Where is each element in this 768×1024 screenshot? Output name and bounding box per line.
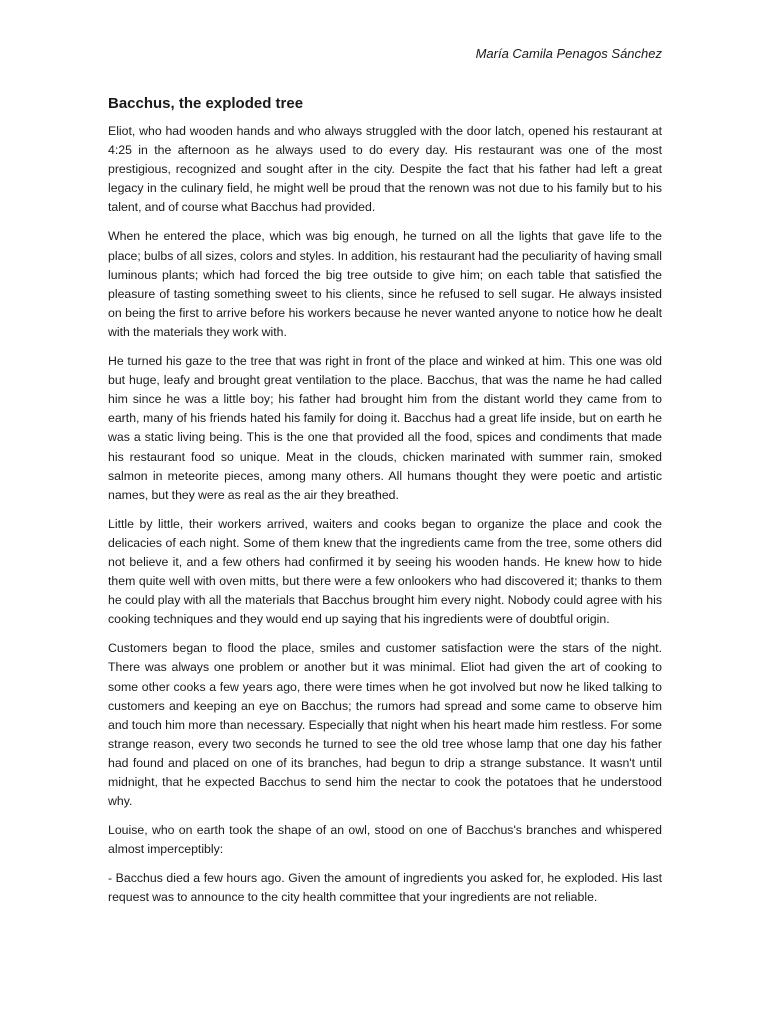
document-body [108, 122, 662, 918]
paragraph: - Bacchus died a few hours ago. Given the amount of ingredients you asked for, he exploded. His last request was to announce to the city health committee that your ingredients are not reliable. [108, 871, 662, 905]
paragraph: Eliot, who had wooden hands and who always struggled with the door latch, opened his restaurant at 4:25 in the afternoon as he always used to do every day. His restaurant was one of the most prestigious, recognized and sought after in the city. Despite the fact that his father had left a great legacy in the culinary field, he might well be proud that the renown was not due to his family but to his talent, and of course what Bacchus had provided. [108, 124, 662, 215]
paragraph: Little by little, their workers arrived, waiters and cooks began to organize the place and cook the delicacies of each night. Some of them knew that the ingredients came from the tree, some others did not believe it, and a few others had confirmed it by seeing his wooden hands. He knew how to hide them quite well with oven mitts, but there were a few onlookers who had discovered it; thanks to them he could play with all the materials that Bacchus brought him every night. Nobody could agree with his cooking techniques and they would end up saying that his ingredients were of doubtful origin. [108, 516, 662, 627]
paragraph: When he entered the place, which was big enough, he turned on all the lights that gave life to the place; bulbs of all sizes, colors and styles. In addition, his restaurant had the peculiarity of having small luminous plants; which had forced the big tree outside to give him; on each table that satisfied the pleasure of tasting something sweet to his clients, since he refused to sell sugar. He always insisted on being the first to arrive before his workers because he never wanted anyone to notice how he dealt with the materials they work with. [108, 229, 662, 339]
author-name: María Camila Penagos Sánchez [475, 46, 662, 61]
paragraph: He turned his gaze to the tree that was right in front of the place and winked at him. This one was old but huge, leafy and brought great ventilation to the place. Bacchus, that was the name he had called him since he was a little boy; his father had brought him from the distant world they came from to earth, many of his friends hated his family for doing it. Bacchus had a great life inside, but on earth he was a static living being. This is the one that provided all the food, spices and condiments that made his restaurant food so unique. Meat in the clouds, chicken marinated with summer rain, smoked salmon in meteorite pieces, among many others. All humans thought they were poetic and artistic names, but they were as real as the air they breathed. [108, 354, 662, 502]
paragraph: Louise, who on earth took the shape of an owl, stood on one of Bacchus's branches and whispered almost imperceptibly: [108, 823, 662, 857]
document-title: Bacchus, the exploded tree [108, 95, 304, 112]
paragraph: Customers began to flood the place, smiles and customer satisfaction were the stars of the night. There was always one problem or another but it was minimal. Eliot had given the art of cooking to some other cooks a few years ago, there were times when he got involved but now he liked talking to customers and keeping an eye on Bacchus; the rumors had spread and some came to observe him and touch him more than necessary. Especially that night when his heart made him restless. For some strange reason, every two seconds he turned to see the old tree whose lamp that one day his father had found and placed on one of its branches, had begun to drip a strange substance. It wasn't until midnight, that he expected Bacchus to send him the nectar to cook the potatoes that he understood why. [108, 641, 662, 809]
